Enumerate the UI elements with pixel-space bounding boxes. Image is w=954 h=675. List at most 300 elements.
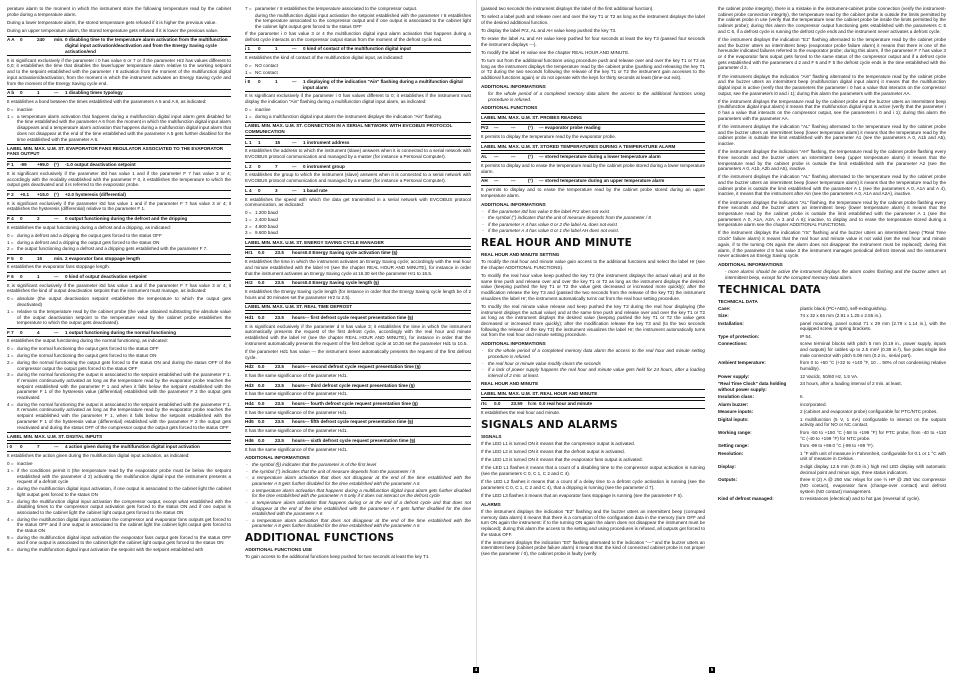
parameter-unit: (°) — [54, 191, 59, 197]
option-text: during the normal functioning the output gets forced to the status OFF — [17, 346, 159, 352]
paragraph: If the LED L2 flashes it means that a count of a delay time to a defrost cycle activation is running (see the parameters C 0, C 1, C 2 and C 4), that a dripping is running (see the parameter d 7). — [481, 479, 705, 490]
option-key: 3 = — [7, 498, 14, 504]
spec-value: 2 (cabinet and evaporator probe) configurable for PTC/NTC probes. — [800, 409, 938, 415]
subsection-heading: ADDITIONAL INFORMATIONS — [481, 83, 546, 89]
parameter-unit: --- — [54, 216, 59, 221]
parameter-header — [245, 249, 471, 258]
paragraph: To modify the real hour and minute value gain access to the additional functions and select the label Hr (see the chapter ADDITIONAL FUNCTIONS). — [481, 259, 705, 270]
section-title: REAL HOUR AND MINUTE — [481, 237, 632, 249]
paragraph: It establishes the real hour and minute. — [481, 410, 561, 416]
option-row — [7, 372, 231, 401]
parameter-default-and-title: 1 displaying of the indication "Ain" flashing during a multifunction digital input alarm — [303, 78, 463, 90]
parameter-max: 1 — [275, 78, 278, 84]
parameter-min: 0.0 — [258, 314, 265, 320]
option-key: 3 = — [7, 372, 14, 378]
option-row — [7, 517, 231, 534]
spec-row — [718, 306, 946, 312]
parameter-unit: --- — [54, 444, 59, 450]
parameter-unit: --- — [54, 329, 59, 335]
paragraph: To select a label push and release over and over the key T1 or T2 as long as the instrument displays the label of the desired additional function. — [481, 14, 705, 25]
parameter-default-and-title: 2 evaporator fans stoppage length — [65, 255, 141, 261]
paragraph: To display the label Pr2, AL and AH value keep pushed the key T3. — [481, 27, 617, 33]
dash-list-item: - the symbol (§) indicates that the parameter is of the first level — [245, 462, 471, 468]
parameter-max: 23.5 — [275, 400, 284, 406]
spec-row — [718, 381, 946, 392]
spec-value: 74 x 32 x 65 mm (2.91 x 1.25 x 2.55 in.). — [800, 313, 883, 319]
option-key: 0 = — [7, 106, 14, 112]
parameter-label: Hd5 — [245, 419, 254, 425]
parameter-header — [245, 418, 471, 427]
spec-value: II. — [800, 394, 804, 400]
paragraph: If the LED L3 is turned ON it means that the evaporator fans output is activated. — [481, 457, 643, 463]
parameter-header — [7, 443, 231, 452]
paragraph: If the LED L1 is turned ON it means that the compressor output is activated. — [481, 441, 635, 447]
parameter-unit: h:m — [528, 401, 537, 407]
parameter-min: 0 — [20, 273, 23, 279]
option-text: during the multifunction digital input activation the setpoint established with the parameter r 8 establishes the temperature associated to the compressor output and if one output is associated to the cabinet light the cabinet light output gets forced to the status OFF — [255, 12, 471, 30]
parameter-max: 1 — [275, 46, 278, 52]
parameter-max: +15.0 — [37, 191, 49, 197]
option-row — [7, 547, 231, 553]
parameter-unit: hours — [292, 314, 305, 320]
parameter-min: +0.1 — [20, 191, 30, 197]
parameter-default-and-title: 0 kind of contact of the multifunction digital input — [303, 46, 411, 52]
parameter-max: --- — [511, 125, 516, 131]
parameter-min: -99 — [20, 162, 27, 168]
parameter-label: Pr2 — [481, 125, 489, 131]
parameter-label: F 5 — [7, 255, 14, 261]
option-key: 2 = — [245, 223, 252, 229]
parameter-default-and-title: 0 instrument group — [303, 163, 345, 169]
parameter-min: --- — [494, 178, 499, 184]
spec-value: three 8 (2) A @ 250 Vac relays for one ½ HP @ 250 Vac compressor (NO contact), evaporator fans (change-over contact) and defrost system (NO contact) management. — [800, 477, 946, 494]
table-column-header: LABEL MIN. MAX. U.M. ST. REAL TIME DEFROST — [245, 303, 471, 312]
parameter-unit: --- — [292, 163, 297, 169]
parameter-label: F 2 — [7, 191, 14, 197]
spec-row — [718, 313, 946, 319]
spec-row — [718, 496, 946, 502]
paragraph: It has the same significance of the parameter Hd1. — [245, 373, 348, 378]
option-row — [7, 535, 231, 546]
spec-value: 12 Vac/dc, 50/60 Hz, 1.5 VA. — [800, 373, 859, 379]
parameter-default-and-title: 0 disabling time to the temperature alarm activation from the multifunction digital input activation/deactivation and from the Energy Saving cycle activation/end — [65, 37, 228, 54]
spec-key: Ambient temperature: — [718, 360, 766, 366]
parameter-label: L 2 — [245, 163, 252, 169]
parameter-min: 0 — [258, 46, 261, 52]
spec-key: Insulation class: — [718, 394, 754, 400]
parameter-label: AH — [481, 178, 488, 184]
option-key: 0 = — [7, 461, 14, 467]
paragraph: It has the same significance of the parameter Hd1. — [245, 391, 348, 397]
table-column-header: LABEL MIN. MAX. U.M. ST. PROBES READING — [481, 113, 705, 122]
parameter-default-and-title: 0.0 Energy Saving cycle length (§) — [304, 280, 380, 286]
paragraph: It establishes the action given during the multifunction digital input activation, as indicated: — [7, 453, 190, 459]
parameter-min: 0.0 — [258, 437, 265, 443]
spec-key: Setting range: — [718, 443, 749, 449]
paragraph: It establishes the time in which the instrument activates an Energy Saving cycle; accordingly with the real hour and minute established with the label Hr (see the chapter REAL HOUR AND MINUTE), for instance in order that the instrument activates an Energy Saving cycle at 16.30 set the parameter Hr1 to 16.5. — [245, 259, 471, 276]
option-key: 1 = — [7, 239, 14, 245]
table-column-header: LABEL MIN. MAX. U.M. ST. DIGITAL INPUTS — [7, 432, 231, 441]
parameter-default-and-title: 1 disabling times typology — [65, 90, 123, 96]
table-column-header: LABEL MIN. MAX. U.M. ST. EVAPORATOR FANS REGULATOR ASSOCIATED TO THE EVAPORATOR FANS OUTPUT — [7, 144, 231, 158]
parameter-min: 0.0 — [258, 250, 265, 256]
parameter-label: F 1 — [7, 162, 14, 168]
option-key: 1 = — [245, 113, 252, 119]
spec-value: incorporated. — [800, 401, 827, 407]
spec-key: "Real Time Clock" data holding without power supply: — [718, 381, 787, 392]
option-key: 0 = — [245, 107, 252, 113]
option-text: absolute (the output deactivation setpoint establishes the temperature to which the output gets deactivated) — [17, 296, 231, 308]
spec-key: Outputs: — [718, 477, 738, 483]
spec-value: plastic black (PC+ABS), self-extinguishing. — [800, 305, 887, 311]
dash-list-item: - if a lack of power supply happens the real hour and minute value gets held for 24 hours, after a loading interval of 2 min. at least. — [481, 367, 705, 378]
paragraph: If the instrument displays the indication "E2" flashing and the buzzer utters an intermittent beep (corrupted memory data alarm) it means that there is a corruption of the configuration data in the memory (turn OFF and turn ON again the instrument: if to the turning ON again the alarm does not disappear the instrument must be replaced); during this alarm the access to the setting and using procedures is refused, all outputs get forced to the status OFF. — [481, 508, 705, 537]
spec-row — [718, 394, 946, 400]
parameter-label: Hd3 — [245, 382, 254, 388]
parameter-max: --- — [511, 178, 516, 184]
option-key: 5 = — [7, 534, 14, 540]
parameter-header — [245, 279, 471, 288]
parameter-default-and-title: 1 output functioning during the normal functioning — [65, 329, 176, 335]
parameter-unit: (°) — [54, 162, 59, 168]
option-key: 1 = — [7, 113, 14, 119]
subsection-heading: ADDITIONAL FUNCTIONS USE — [245, 547, 313, 553]
spec-key: Power supply: — [718, 373, 750, 379]
spec-value: screw terminal blocks with pitch 5 mm (0.19 in., power supply, inputs and outputs) for cables up to 2.5 mm² (0.38 in.²), five poles single line male connector with pitch 5.08 mm (0.2 in., serial port). — [800, 341, 946, 358]
parameter-default-and-title: --- stored temperature during an upper temperature alarm — [539, 178, 665, 184]
parameter-min: 0 — [20, 216, 23, 221]
table-column-header: LABEL MIN. MAX. U.M. ST. STORED TEMPERATURES DURING A TEMPERATURE ALARM — [481, 142, 705, 151]
dash-list-item: - a temperature alarm activation that does not disappear at the end of the time established with the parameter A 5 gets further disabled for the time established with the parameter A 6 — [245, 475, 471, 486]
paragraph: It establishes the kind of contact of the multifunction digital input, as indicated: — [245, 54, 404, 60]
option-text: a temperature alarm activation that happens during a multifunction digital input alarm gets disabled for the time established with the parameter A 6 from the moment in which the multifunction digital input alarm disappears and a temperature alarm activation that happens during a multifunction digital input alarm that does not disappear at the end of the time established with the parameter A 5 gets further disabled for the time established with the parameter A 6. — [17, 113, 231, 142]
paragraph: It has the same significance of the parameter Hd1. — [245, 446, 348, 452]
option-text: 9.600 baud — [255, 230, 278, 236]
parameter-header — [7, 161, 231, 170]
option-key: 1 = — [245, 69, 252, 75]
option-text: during the multifunction digital input activation the evaporator fans output gets forced to the status OFF and if one output is associated to the cabinet light the cabinet light output gets forced to the status ON — [17, 534, 231, 546]
paragraph: To erase the label AL and AH value keep pushed for four seconds at least the key T3 (passed four seconds the instrument displays ---). — [481, 35, 705, 47]
option-text: during the normal functioning the output gets forced to the status ON — [17, 353, 157, 359]
option-row — [245, 63, 471, 69]
spec-row — [718, 374, 946, 380]
parameter-max: 23.5 — [275, 364, 284, 370]
parameter-max: 7 — [37, 444, 40, 450]
spec-key: Connections: — [718, 341, 748, 347]
spec-row — [718, 451, 946, 462]
parameter-header — [7, 254, 231, 263]
parameter-min: 0.0 — [494, 401, 501, 407]
parameter-label: F 4 — [7, 216, 14, 221]
option-row — [7, 107, 231, 113]
spec-row — [718, 409, 946, 415]
option-key: 7 = — [245, 6, 252, 11]
parameter-max: 4 — [37, 329, 40, 335]
spec-key: Working range: — [718, 429, 752, 435]
parameter-default-and-title: 0.0 Energy Saving cycle activation time (§) — [304, 250, 398, 256]
parameter-max: 23.5 — [275, 437, 284, 443]
parameter-default-and-title: 1 instrument address — [303, 139, 350, 145]
parameter-default-and-title: --- second defrost cycle request presentation time (§) — [304, 364, 421, 370]
column-2 — [245, 6, 471, 665]
subsection-heading: TECHNICAL DATA — [718, 298, 758, 304]
parameter-header — [481, 153, 705, 162]
option-key: 1 = — [245, 217, 252, 222]
parameter-max: 23.5 — [275, 314, 284, 320]
option-row — [245, 114, 471, 120]
parameter-unit: (°) — [528, 125, 533, 131]
spec-value: IP 54. — [800, 333, 812, 339]
section-title: ADDITIONAL FUNCTIONS — [245, 532, 395, 545]
parameter-unit: --- — [292, 46, 297, 52]
spec-row — [718, 402, 946, 408]
parameter-default-and-title: 0.0 real hour and minute — [539, 401, 593, 407]
parameter-min: 0 — [258, 163, 261, 169]
option-key: 1 = — [7, 353, 14, 359]
spec-key: Type of protection: — [718, 333, 760, 339]
paragraph: To modify the label Hr value see the chapter REAL HOUR AND MINUTE. — [481, 49, 630, 55]
parameter-min: 0 — [258, 78, 261, 84]
parameter-min: 0 — [20, 444, 23, 450]
dash-list-item: - if the parameter A 4 has value 0 or 1 the label AH does not exist. — [481, 228, 705, 234]
subsection-heading: REAL HOUR AND MINUTE — [481, 381, 539, 387]
option-row — [245, 210, 471, 216]
parameter-min: --- — [494, 125, 499, 131]
option-text: NO contact — [255, 63, 278, 68]
parameter-label: A A — [7, 37, 15, 43]
parameter-unit: hours — [292, 437, 305, 443]
parameter-unit: --- — [54, 273, 59, 279]
parameter-unit: --- — [54, 90, 59, 96]
paragraph: It establishes the output functioning during a defrost and a dripping, as indicated: — [7, 224, 171, 230]
paragraph: It is significant exclusively if the parameter i0d has value 1 and if the parameter F 7 has value 3 or 4; it establishes the kind of output deactivation setpoint that the instrument must manage, as indicated: — [7, 282, 231, 294]
dash-list-item: - a temperature alarm activation that happens during or at the end of a defrost cycle and that does not disappear at the end of the time established with the parameter A 7 gets further disabled for the time established with the parameter A 6 — [245, 500, 471, 517]
parameter-label: A b — [7, 90, 15, 96]
option-text: NC contact — [255, 69, 278, 75]
spec-value: panel mounting, panel cutout 71 x 29 mm (2.79 x 1.14 in.), with the equipped screw or spring brackets. — [800, 320, 946, 332]
table-column-header: LABEL MIN. MAX. U.M. ST. CONNECTION IN A SERIAL NETWORK WITH EVCOBUS PROTOCOL COMMUNICATION — [245, 122, 471, 136]
option-row — [7, 353, 231, 359]
subsection-heading: ADDITIONAL INFORMATIONS — [481, 201, 546, 207]
option-key: 6 = — [7, 547, 14, 553]
parameter-default-and-title: --- fourth defrost cycle request presentation time (§) — [304, 400, 418, 406]
spec-row — [718, 430, 946, 441]
option-text: inactive — [17, 106, 33, 112]
option-key: 1 = — [7, 308, 14, 314]
option-row — [245, 224, 471, 230]
parameter-label: Hd2 — [245, 364, 254, 370]
dash-list-item: - a temperature alarm activation that does not disappear at the end of the time established with the parameter A 8 gets further disabled for the time established with the parameter A 6 — [245, 518, 471, 529]
paragraph: It establishes the Energy Saving cycle length (for instance in order that the Energy Saving cycle length be of 2 hours and 30 minutes set the parameter Hr2 to 2.5). — [245, 288, 471, 300]
paragraph: If the instrument displays the indication "E0" flashing alternated to the indication "---" and the buzzer utters an intermittent beep (cabinet probe failure alarm) it means that: the kind of connected cabinet probe is not proper (see the parameter / 0), the cabinet probe is faulty (verify — [481, 539, 705, 557]
parameter-unit: --- — [292, 78, 297, 84]
parameter-header — [7, 89, 231, 98]
parameter-unit: (°) — [528, 178, 533, 184]
parameter-min: 0 — [20, 255, 23, 261]
parameter-header — [245, 186, 471, 195]
parameter-min: 0 — [20, 90, 23, 96]
parameter-header — [245, 436, 471, 445]
spec-value: 1 °F with unit of measure in Fahrenheit, configurable for 0.1 or 1 °C with unit of measure in Celsius. — [800, 450, 946, 462]
parameter-unit: hours — [292, 382, 305, 388]
parameter-default-and-title: --- evaporator probe reading — [539, 125, 601, 131]
option-row — [7, 309, 231, 326]
parameter-header — [245, 363, 471, 372]
option-row — [7, 114, 231, 143]
dash-list — [481, 348, 705, 378]
parameter-max: 1 — [37, 90, 40, 96]
subsection-heading: ADDITIONAL INFORMATIONS — [718, 261, 783, 267]
parameter-max: 23.5 — [275, 382, 284, 388]
parameter-header — [7, 328, 231, 337]
subsection-heading: ALARMS — [481, 501, 501, 507]
option-text: during the multifunction digital input activation, if one output is associated to the cabinet light the cabinet light output gets forced to the status ON — [17, 486, 231, 497]
subsection-heading: ADDITIONAL INFORMATIONS — [481, 341, 546, 347]
section-title: SIGNALS AND ALARMS — [481, 418, 618, 431]
dash-list — [481, 209, 705, 234]
parameter-unit: min. — [54, 255, 64, 261]
option-row — [245, 6, 471, 12]
subsection-heading: SIGNALS — [481, 433, 502, 439]
paragraph: If the instrument displays the temperature read by the cabinet probe and the buzzer utters an intermittent beep (multifunction digital input alarm) it means that the multifunction digital input is active (verify that the parameter i 0 has a value that interacts on the compressor output, see the parameters i 0 and i 1); during this alarm the parameters with the parameter AA. — [718, 98, 946, 121]
paragraph: During a lower temperature alarm, the stored temperature gets refused if it is higher the previous value. — [7, 19, 217, 25]
option-row — [7, 346, 231, 352]
spec-key: Measure inputs: — [718, 409, 754, 415]
parameter-min: 0.0 — [258, 280, 265, 286]
parameter-label: rtc — [481, 401, 487, 407]
spec-key: Kind of defrost managed: — [718, 496, 774, 501]
option-text: 1.200 baud — [255, 210, 278, 216]
parameter-min: 0 — [20, 329, 23, 335]
parameter-min: 0.0 — [258, 419, 265, 425]
parameter-min: 0.0 — [258, 382, 265, 388]
parameter-default-and-title: 4 action given during the multifunction digital input activation — [65, 444, 200, 450]
paragraph: To turn out from the additional functions using procedure push and release over and over the key T1 or T2 as long as the instrument displays the temperature read by the cabinet probe (pushing and releasing the key T1 or T2 during the two seconds following the release of the key T1 or T2 the instrument gain accesses to the additional functions again) or do not operate with the keys for thirty seconds at least (time-out exit). — [481, 57, 705, 80]
paragraph: It establishes the group to which the instrument (slave) answers when it is connected to a serial network with EVCOBUS protocol communication and managed by a master (for instance a Personal Computer). — [245, 172, 471, 184]
option-text: during the normal functioning the output gets forced to the status ON and during the status OFF of the compressor output the output gets forced to the status OFF — [17, 359, 231, 371]
parameter-max: 2 — [37, 216, 40, 221]
parameter-header — [245, 313, 471, 322]
parameter-unit: min. — [54, 37, 64, 43]
option-text: 2.400 baud — [255, 217, 278, 222]
parameter-unit: hours — [292, 250, 305, 256]
italic-note: - more alarms should be active the instrument displays the alarm codes flashing and the buzzer utters an intermittent beep, except for the corrupted memory data alarm. — [725, 269, 946, 280]
spec-value: from 0 to +60 °C (+32 to +140 °F, 10 ... 90% of not condensing relative humidity). — [800, 360, 946, 372]
parameter-default-and-title: --- first defrost cycle request presentation time (§) — [304, 314, 414, 320]
parameter-header — [245, 381, 471, 390]
spec-key: Display: — [718, 463, 736, 469]
dash-list — [245, 462, 471, 529]
spec-row — [718, 464, 946, 475]
option-key: 0 = — [245, 63, 252, 68]
parameter-header — [245, 45, 471, 54]
spec-key: Alarm buzzer: — [718, 401, 749, 407]
option-row — [7, 240, 231, 246]
spec-value: 3-digit display 12.5 mm (0.49 in.) high red LED display with automatic decimal point and minus sign, three status indicators. — [800, 463, 946, 475]
option-text: during a defrost and a dripping the output gets forced to the status OFF — [17, 232, 162, 238]
spec-value: 1 multifunction (5 V, 1 mA) configurable to interact on the outputs activity and for NO or NC contact. — [800, 416, 946, 428]
parameter-max: 23.5 — [275, 280, 284, 286]
parameter-header — [7, 36, 231, 56]
page-gutter — [476, 0, 477, 675]
parameter-max: 23.59 — [511, 401, 523, 407]
paragraph: If the parameter Hd1 has value --- the instrument never automatically presents the request of the first defrost cycle. — [245, 348, 471, 360]
parameter-label: Hr1 — [245, 250, 253, 256]
option-row — [7, 468, 231, 485]
dash-list-item: - a temperature alarm activation that happens during a multifunction digital input alarm gets further disabled for the time established with the parameter A 5 only if it does not interact on the defrost cycle — [245, 488, 471, 499]
option-text: during the multifunction digital input activation the compressor and evaporator fans outputs get forced to the status OFF and if one output is associated to the cabinet light the cabinet light output gets forced to the status ON — [17, 516, 231, 534]
parameter-header — [245, 138, 471, 147]
paragraph: perature alarm to the moment in which the instrument store the following temperature read by the cabinet probe during a temperature alarm. — [7, 6, 231, 17]
spec-row — [718, 360, 946, 371]
paragraph: If the LED L1 flashes it means that a count of a disabling time to the compressor output activation is running (see the parameters C 0, C 1, C 2 and C 4). — [481, 465, 705, 477]
option-text: during a defrost and a dripping the output gets forced to the status ON — [17, 239, 160, 245]
parameter-header — [7, 272, 231, 281]
spec-value: from -99 to +99.0 °C (-99 to +99 °F). — [800, 443, 874, 449]
spec-row — [718, 321, 946, 332]
option-row — [7, 486, 231, 497]
option-row — [245, 217, 471, 223]
parameter-unit: --- — [292, 139, 297, 145]
option-key: 4 = — [7, 516, 14, 522]
parameter-max: 1 — [37, 273, 40, 279]
parameter-header — [481, 400, 705, 409]
parameter-min: --- — [494, 154, 499, 160]
option-text: the output functioning during a defrost and a dripping gets established with the parameter F 7. — [17, 246, 208, 252]
spec-value: to resistances (electrical) and to hot gas (reversal of cycle). — [800, 496, 920, 501]
parameter-default-and-title: 0 output functioning during the defrost and the dripping — [65, 216, 188, 221]
paragraph: If the instrument displays the indication "E1" flashing alternated to the temperature read by the cabinet probe and the buzzer utters an intermittent beep (evaporator probe failure alarm) it means that there is one of the hereunder indicated failures referred to the evaporator probe; during this alarm, if the parameter F 7 has value 3 or 4 the evaporator fans output gets forced to the same status of the compressor output and if a defrost cycle gets established with the parameters d 2 and F 5 and F 5 the defrost cycle ends in the time established with the parameter d 3. — [718, 36, 946, 71]
subsection-heading: ADDITIONAL INFORMATIONS — [245, 455, 310, 461]
page-number-left: 4 — [474, 667, 478, 672]
option-row — [245, 70, 471, 76]
column-1 — [7, 6, 231, 665]
parameter-max: 15 — [37, 255, 43, 261]
parameter-default-and-title: -1.0 output deactivation setpoint — [65, 162, 136, 168]
option-text: during the multifunction digital input activation the compressor output, except what established with the disabling times to the compressor output activation gets forced to the status ON and if one output is associated to the cabinet light the cabinet light output gets forced to the status ON — [17, 498, 231, 515]
parameter-label: i 1 — [245, 46, 251, 52]
option-key: 0 = — [245, 210, 252, 216]
option-row — [7, 360, 231, 371]
paragraph: If the LED L3 flashes it means that an evaporator fans stoppage is running (see the parameter F 5). — [481, 492, 683, 498]
parameter-max: 23.5 — [275, 419, 284, 425]
option-text: during a multifunction digital input alarm the instrument displays the indication "Ain" flashing. — [255, 113, 443, 119]
option-key: 0 = — [7, 346, 14, 352]
option-row — [245, 107, 471, 113]
section-title: TECHNICAL DATA — [718, 283, 822, 296]
option-text: inactive — [17, 461, 33, 467]
paragraph: It establishes a bond between the times established with the parameters A 5 and A 8, as indicated: — [7, 98, 207, 104]
paragraph: It permits to display the temperature read by the evaporator probe. — [481, 134, 617, 139]
spec-key: Size: — [718, 313, 729, 319]
paragraph: (passed two seconds the instrument displays the label of the first additional function). — [481, 6, 654, 11]
paragraph: To modify the real hour value keep pushed the key T3 (the instrument displays the actual value) and at the same time push and release over and over the key T1 or T2 as long as the instrument displays the desired value (keeping pushed the key T1 or T2 the value gets decreased or increased more quickly); after the modification release the key T3 and (passed the two seconds from the release of the key T3) the instrument visualizes the label Hr; the instrument automatically turns out from the real hour setting procedure. — [481, 273, 705, 301]
spec-row — [718, 417, 946, 428]
parameter-default-and-title: --- sixth defrost cycle request presentation time (§) — [304, 437, 416, 443]
spec-row — [718, 341, 946, 358]
paragraph: It establishes the output functioning during the normal functioning, as indicated: — [7, 338, 168, 344]
paragraph: It establishes the evaporator fans stoppage length. — [7, 264, 110, 270]
parameter-label: i 0 — [7, 444, 13, 450]
option-text: relative to the temperature read by the cabinet probe (the value obtained subtracting the absolute value of the output deactivation setpoint to the temperature read by the cabinet probe establishes the temperature to which the output gets deactivated). — [17, 308, 231, 326]
paragraph: It permits to display and to erase the temperature read by the cabinet probe stored during an upper temperature alarm. — [481, 187, 705, 198]
parameter-max: 23.5 — [275, 250, 284, 256]
paragraph: It has the same significance of the parameter Hd1. — [245, 428, 348, 434]
option-row — [7, 296, 231, 307]
parameter-max: 240 — [37, 37, 45, 43]
option-text: during the normal functioning the output is associated to the setpoint established with the parameter F 1. It remains continuously activated as long as the temperature read by the evaporator probe reaches the setpoint established with the parameter F 1, when it falls below the setpoint established with the parameter F 1 of the hysteresis value (differential) established with the parameter F 2 the output gets reactivated and during the status OFF of the compressor output the output gets forced to the status OFF — [17, 401, 231, 430]
parameter-unit: hours — [292, 400, 305, 406]
